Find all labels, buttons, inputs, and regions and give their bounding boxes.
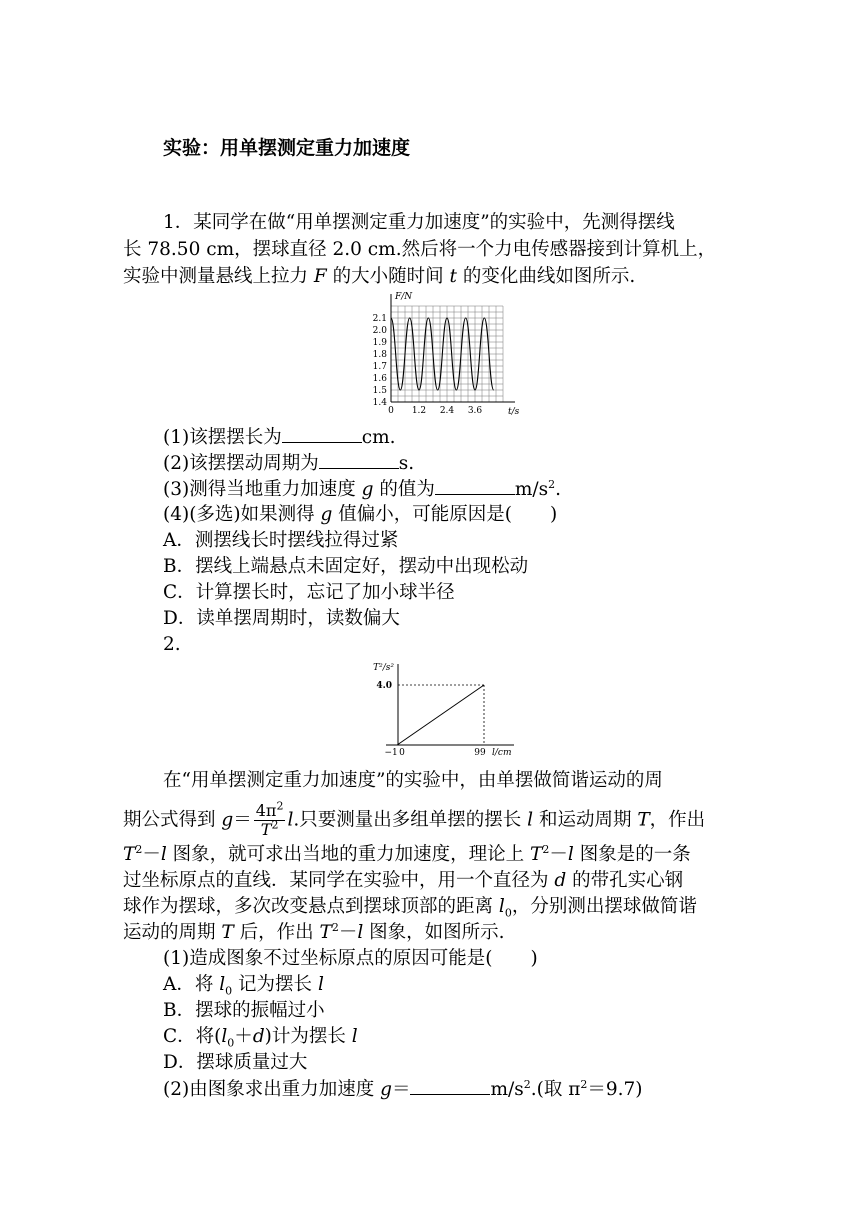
period-length-chart (368, 660, 518, 760)
answer-blank[interactable] (410, 1076, 490, 1095)
q1-intro-line3: 实验中测量悬线上拉力 F 的大小随时间 t 的变化曲线如图所示. (123, 266, 636, 287)
chart1-ytick-label: 1.4 (372, 398, 387, 408)
q2-number: 2. (163, 634, 181, 655)
chart1-ytick-label: 2.0 (372, 326, 387, 336)
chart1-xtick-label: 1.2 (411, 406, 427, 416)
answer-blank[interactable] (319, 450, 399, 469)
q2-sub1: (1)造成图象不过坐标原点的原因可能是( ) (163, 948, 538, 969)
chart1-xlabel: t/s (508, 407, 520, 417)
chart1-xtick-label: 2.4 (439, 406, 455, 416)
q2-para-line1: 在“用单摆测定重力加速度”的实验中，由单摆做简谐运动的周 (163, 770, 663, 791)
q1-option-a: A．测摆线长时摆线拉得过紧 (163, 530, 399, 551)
q2-option-c: C．将$(l_0+d)$计为摆长 l (163, 1026, 358, 1050)
formula-fraction: $\frac{4\pi^2}{T^2}$ (255, 799, 284, 839)
chart1-ytick-label: 1.7 (372, 362, 387, 372)
answer-blank[interactable] (282, 424, 362, 443)
chart2-ylabel: T²/s² (373, 663, 394, 673)
chart2-xtick-label: 99 (474, 748, 486, 758)
chart1-xtick-label: 3.6 (467, 406, 483, 416)
q2-sub2: (2)由图象求出重力加速度 $g= m/s^2$.(取 $\pi^2=9.7$) (163, 1077, 643, 1100)
q1-intro-line2: 长 78.50 cm，摆球直径 2.0 cm.然后将一个力电传感器接到计算机上， (123, 239, 717, 260)
q1-option-d: D．读单摆周期时，读数偏大 (163, 608, 400, 629)
q1-option-c: C．计算摆长时，忘记了加小球半径 (163, 582, 455, 603)
chart1-ytick-label: 1.6 (372, 374, 387, 384)
answer-blank[interactable] (435, 476, 515, 495)
chart1-ytick-label: 1.5 (372, 386, 387, 396)
q1-option-b: B．摆线上端悬点未固定好，摆动中出现松动 (163, 556, 529, 577)
page-title: 实验：用单摆测定重力加速度 (163, 137, 411, 159)
q2-para-line3: $T^2-l$ 图象，就可求出当地的重力加速度，理论上 $T^2-l$ 图象是的一条 (123, 842, 691, 865)
q1-sub3: (3)测得当地重力加速度 g 的值为 $m/s^2$. (163, 477, 561, 500)
chart2-xtick-label: 0 (399, 748, 405, 758)
q1-sub2: (2)该摆摆动周期为 s. (163, 450, 414, 477)
q2-option-b: B．摆球的振幅过小 (163, 1000, 325, 1021)
q2-para-line2: 期公式得到 g＝ $\frac{4\pi^2}{T^2}$ l.只要测量出多组单摆的摆长 l 和运动周期 T，作出 (123, 799, 706, 839)
chart2-ytick-label: 4.0 (376, 681, 392, 691)
q1-sub4: (4)(多选)如果测得 g 值偏小，可能原因是( ) (163, 504, 558, 525)
q1-intro-line1: 1．某同学在做“用单摆测定重力加速度”的实验中，先测得摆线 (163, 212, 675, 233)
chart2-xtick-label: −1 (384, 748, 398, 758)
q2-para-line6: 运动的周期 T 后，作出 $T^2-l$ 图象，如图所示. (123, 920, 505, 943)
q2-option-a: A．将 $l_0$ 记为摆长 l (163, 974, 324, 998)
q2-para-line4: 过坐标原点的直线．某同学在实验中，用一个直径为 d 的带孔实心钢 (123, 870, 684, 891)
q2-option-d: D．摆球质量过大 (163, 1052, 308, 1073)
chart1-ylabel: F/N (395, 292, 413, 302)
chart1-ytick-label: 1.8 (372, 350, 387, 360)
chart1-xtick-label: 0 (388, 406, 394, 416)
chart1-ytick-label: 2.1 (372, 314, 387, 324)
chart2-xlabel: l/cm (492, 748, 512, 758)
force-time-chart (355, 290, 530, 420)
q2-para-line5: 球作为摆球，多次改变悬点到摆球顶部的距离 $l_0$，分别测出摆球做简谐 (123, 896, 697, 920)
chart2-data-line (397, 685, 484, 745)
chart1-ytick-label: 1.9 (372, 338, 387, 348)
q1-sub1: (1)该摆摆长为 cm. (163, 424, 396, 451)
